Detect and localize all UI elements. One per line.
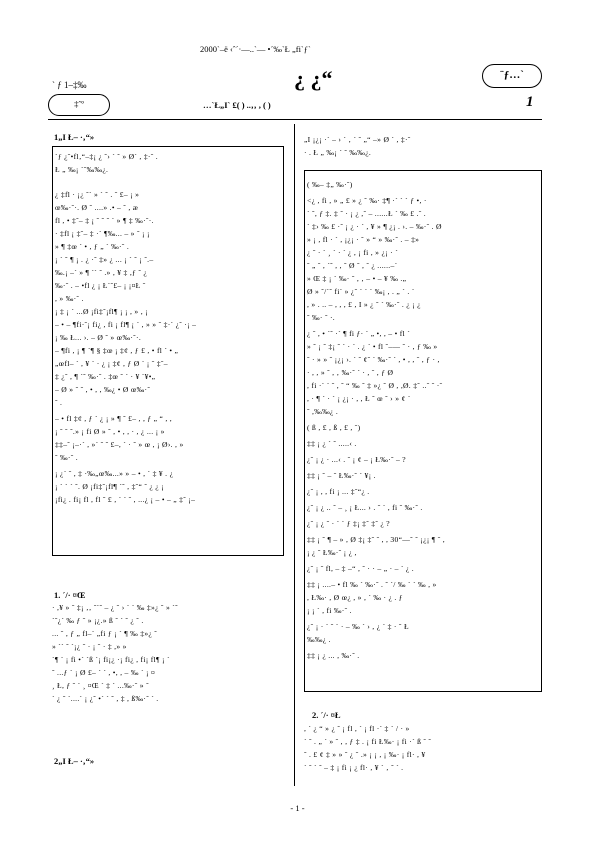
text-line: `ƒ ¿ˆ•fl‚“–‡¡ ¿ ˆ› ´ ˜ » Ø` , ‡·ˆ . — [55, 152, 158, 161]
text-line: ¡ ˆ ˆ ˆ.» ¡ fi Ø » ˆ , • , , · , ¿ ... ¡ » — [55, 427, 165, 436]
text-line: ˆ ...ƒ ´ ¡ Ø £– ´ ´ , •, , – ‰ ´ ¡ ¤ — [52, 668, 156, 677]
text-line: – • fl ‡¢ , ƒ ` ¿ ¡ » ¶ ˆ £– , , ƒ „ “ , , — [55, 414, 172, 423]
text-line: ‡‡ ¡ ¿ ´ ˆ .....‹ . — [307, 439, 357, 448]
text-line: ‰·ˆ . – •fl ¿ ¡ Ł´ˆ£– ¡ ¡¤Ł ˆ — [55, 281, 146, 290]
text-line: ˆ . — [55, 398, 63, 407]
text-line: ¸ Ł, ƒ ˆ ´ ¸ ¤Œ ´ ‡ ´ ...‰·ˆ » ˆ — [52, 681, 149, 690]
left-section-3-heading: 2„Ι Ł– ·‚“» — [54, 756, 95, 766]
right-section-2-text — [304, 723, 544, 783]
text-line: ¿ ‡fl · ¡¿ ˆ` » ` ˆ . ˆ £– ¡ » — [55, 190, 140, 199]
text-line: ... ˆ , ƒ „ fl–´ „fi ƒ ¡ ´ ¶ ‰ ‡»¿ ˆ — [52, 629, 158, 638]
header-left-label: ` ƒ 1–‡‰ — [52, 80, 87, 90]
text-line: » `` ˆ ´¡¿ ˆ · ¡ ˆ · ‡ ,» » — [52, 642, 127, 651]
text-line: `¶ ´ ¡ fi •´ ´ß ´¡ fi¡¿ ·¡ fi¿ , fi¡ fl¶ ¡ ´ — [52, 655, 170, 664]
text-line: ˆ ‰·ˆ . — [55, 453, 78, 462]
text-line: ˆ . £ ¢ ‡ » » ˆ ¿ ˆ .» ¡ ¡ , ¡ ‰· ¡ fl· , ¥ — [304, 750, 426, 759]
header-subtitle: …`Ł„Ι` £( ) ..‚‚ , ( ) — [203, 100, 271, 110]
text-line: ¡ ¿´ ˆ , ‡ ·‰„œ‰...» » – • , ´ ‡ ¥ . ¿ — [55, 469, 174, 478]
text-line: ´ ˆ . „ ´ » ˆ , , ƒ ‡ . ¡ fi Ł‰· ¡ fi ·´ ß ˆ ˆ — [304, 737, 432, 746]
text-line: ¿ˆ ¡ · ´ ˆ ´ · – ‰ ´ › , ¿ ´ ‡ · ˆ Ł — [307, 622, 409, 631]
text-line: ¡fi¿ . fi¡ fl , fl ˆ £ , ´ ´ ˆ , ...¿ ¡ – • – „ ‡ˆ ¡– — [55, 495, 196, 504]
text-line: ‡‡ ¡ ˆ ¶ – » , Ø ‡¡ ‡ˆ ˆ , , 30“—ˆ ˆ ¡¿¡ ¶ ˆ , — [307, 535, 445, 544]
text-line: » ˆ ¡ ˆ ‡¡ ˆ ´ · ´ . ¿ ´ • fl ˆ–— ˆ · , ƒ ‰ » — [307, 342, 438, 351]
text-line: , Ł‰· , Ø œ¿ , » , ´ ‰ · ¿ . ƒ — [307, 593, 403, 602]
text-line: ´ ˆ ´ ˆ – ‡ ¡ fi ¡ ¿ fl· , ¥ ´ ‚ ˆ ´ . — [304, 763, 404, 772]
text-line: – ¶fi , ¡ ¶ ´¶ § ‡œ ¡ ‡¢ , ƒ £ , • fl ´ • „ — [55, 346, 179, 355]
header-right-pill — [482, 64, 542, 88]
text-line: ¿ˆ ¡ ¿ .. ˆ – ¸ ¡ Ł... › . ˆ ´ , fi ˆ ‰·ˆ . — [307, 503, 423, 512]
text-line: ¿ˆ ¡ ¿ · ...‹ . ˆ ¡ ¢ – ¡ Ł‰·ˆ – ? — [307, 455, 406, 464]
text-line: · ,¥ » ˆ ‡¡ ‚‚ ˆ`ˆ – ¿ ˆ › ` ´ ‰ ‡»¿ ˆ » `ˆ — [52, 603, 178, 612]
text-line: ¿ˆ ¡ , , fi ¡ ... ‡ˆ“¿ . — [307, 487, 370, 496]
left-section-2-heading: 1. ´/· ¤Œ — [54, 590, 86, 600]
text-line: ¡ ¡ ´ , fi ‰·ˆ . — [307, 606, 352, 615]
right-section-2-heading: 2. ´/· ¤Ł — [312, 710, 341, 720]
text-line: · . Ł „ ‰¡ ´ ˆ ‰‰¿. — [304, 148, 372, 157]
text-line: ´ ¿ ˆ ´....` ¡ ¿ˆ •´ ´ ˆ , ‡ , ß‰·ˆ ´ . — [52, 694, 159, 703]
footer-page-label: - 1 - — [290, 803, 305, 813]
left-content-box — [52, 146, 284, 556]
text-line: · , , » ˆ , ‚ ‰·ˆ ´ · , ˆ , ƒ Ø — [307, 368, 394, 377]
text-line: ˆ „ ˆ , ´ˆ , , ˆ Ø ˆ , ˆ ¿ ......–´ — [307, 261, 398, 270]
text-line: „Ι ¡¿¡ ·´ – › ´ ‚ ´ ˆ „“ –» Ø ´ , ‡·ˆ — [304, 135, 411, 144]
text-line: ‡‡ ¡ ˆ – ˆ Ł‰·ˆ ´ ¥¡ . — [307, 471, 376, 480]
text-line: ¿ ˆ , • ´ˆ ·´ ¶ fi ƒ· ´ „ •, , – • fl ´ — [307, 329, 411, 338]
header-rule — [48, 119, 542, 120]
right-content-box — [304, 170, 542, 692]
text-line: · ‡fl ¡ ‡ˆ– ‡ ·´ ¶‰... – » ˆ ¡ ¡ — [55, 229, 150, 238]
text-line: fl , • ‡ˆ– ‡ ¡ ˆ ˆ ˆ ´ » ¶ ‡ ‰·ˆ·. — [55, 216, 154, 225]
text-line: , ´ ¿ “ » ¿ ˆ ¡ fl , ´ ¡ fl ·´ ‡ ´ / · » — [304, 724, 410, 733]
text-line: ¡ ‰ Ł... ›. – Ø ˆ » œ‰·ˆ·. — [55, 333, 142, 342]
text-line: » ¶ ‡œ ´ • , ƒ „ ´ ‰·ˆ . — [55, 242, 130, 251]
header-left-pill-label: ‡ˆº — [74, 99, 84, 109]
text-line: ˆ ‰· ˆ ·. — [307, 313, 336, 322]
text-line: » ¡ , fl · ´ , ¡¿¡ · ˆ » “ » ‰·ˆ . – ‡» — [307, 235, 420, 244]
text-line: , fi ·´ ´ ˆ , ˆ “ ‰ ˆ ‡ »¿ ˆ Ø , ,Ø. ‡ˆ ..ˆ ˆ ·˜ — [307, 381, 443, 390]
page-number-large: 1 — [526, 94, 534, 110]
text-line: Ø » ˆ/´ˆ fi´ » ¿ˆ ´ ´ ´ ‰¡ , . „ ´ . ´ — [307, 287, 415, 296]
text-line: <¿ , fi , » „ £ » ¿ ˆ ‰· ‡¶ ·´ ` ` ƒ •, · — [307, 196, 427, 205]
text-line: ´ˆ¿´ ‰ ƒ ˆ » ¡¿.» ß ˆ ´ ˆ ¿ ˆ . — [52, 616, 144, 625]
text-line: , » ‰·ˆ . — [55, 294, 84, 303]
left-section-1-heading: 1„Ι Ł– ·‚“» — [54, 132, 95, 142]
left-section-2-text — [52, 602, 286, 720]
text-line: œ‰·ˆ·. Ø ˆ ....» .• – ˆ , æ — [55, 203, 139, 212]
text-line: ˆ ,‰‰¿ . — [307, 407, 339, 416]
text-line: ˆ · » » ˆ ¡¿¡ ›. ´ ˆ ¢ˆ ´ ‰·ˆ ´ , • , , ˆ , ƒ · , — [307, 355, 440, 364]
header-right-pill-label: ¨ƒ…` — [500, 69, 524, 81]
text-line: ´ ‡› ‰ £ ·ˆ ¡ ¿ · ´ , ¥ » ¶ ¿¡ . ›. – ‰·ˆ . Ø — [307, 222, 442, 231]
text-line: Ł „ ‰¡ ´ˆ‰‰¿. — [55, 165, 109, 174]
text-line: , » . .. – , , , £ , Ι » ¿ ˆ ´ ‰·ˆ . ¿ ¡ ¿ — [307, 300, 421, 309]
column-divider — [294, 124, 295, 786]
text-line: ¿ˆ ¡ ¿ ˆ · ´ ´ ƒ ‡¡ ‡ˆ ‡ˆ ¿ ? — [307, 519, 390, 528]
text-line: ¡ ´ ˆ ¶ ¡ . ¿ ·ˆ ‡» ¿ ... ¡ ` ˆ ¡ ˆ.– — [55, 255, 154, 264]
text-line: ‰‰¿ . — [307, 635, 331, 644]
text-line: ( ß , £ , ß , £ , ˆ) — [307, 423, 361, 432]
text-line: , · ¶ ´ · ` ¡ ¿¡ · , , Ł ˆ œ ˆ › » ¢ ´ — [307, 394, 411, 403]
left-box-text — [55, 151, 283, 551]
text-line: ( ‰– ‡„ ‰·ˆ) — [307, 180, 353, 189]
text-line: – • – ¶fi·ˆ¡ fi¿ , fi ¡ fl¶ ¡ ´ , » » ˆ ‡·´ ¿ˆ ·¡ – — [55, 320, 197, 329]
text-line: ¿ˆ ¡ ˆ fl, – ‡ –“ , ˆ · · – „ · – ´ ¿ . — [307, 564, 415, 573]
page-title: ¿ ¿“ — [294, 66, 333, 91]
text-line: ¿ ˆ · ´ ¸ ´ · ´ ¿ , ¡ fi , » ¿¡ · ´ — [307, 248, 399, 257]
right-intro-text — [304, 134, 544, 162]
header-left-pill — [48, 94, 110, 116]
text-line: ´ ˆ, ƒ ‡. ‡ ˆ · ¡ ¿ ,ˆ – ......Ł ´ ‰ £ .ˆ . — [307, 209, 426, 218]
text-line: » Œ ‡ ¡ ´ ‰· ˆ , ‚ – • – ¥ ‰ .„ — [307, 274, 407, 283]
text-line: – Ø » ˆ ˆ , • , , ‰¿ • Ø œ‰·ˆ — [55, 385, 151, 394]
text-line: ‡ ¿ˆ , ¶ ´ˆ ‰·ˆ . ‡œ ˆ ´ · ¥ ´¥•„ — [55, 372, 156, 381]
header-top-line: 2000`–ë ‹ˆ´·—..`— •´‰`Ł „fi`ƒ` — [200, 44, 311, 54]
text-line: ‡‡–ˆ ¡–·´ , »´ ˆ ˆ £–, ´ · ˆ » œ , ¡ Ø›. , » — [55, 440, 184, 449]
text-line: ¡ ` ` ´ ˆ. Ø ¡fi‡ˆ¡fl¶ ´ˆ , ‡ˆ“ ˆ ¿ ¿ ¡ — [55, 482, 164, 491]
text-line: ¡ ¿ ˆ Ł‰·ˆ ¡ ¿ , — [307, 548, 357, 557]
text-line: ‰.¡ –´ » ¶ `` ˆ .» , ¥ ‡ ,ƒ ˆ ¿ — [55, 268, 148, 277]
text-line: ‡‡ ¡ ¿ ... , ‰·ˆ . — [307, 651, 360, 660]
text-line: „œfl– ´ , ¥ ´ · ¿ ¡ ‡¢ , ƒ Ø ´ ¡ ˆ ‡ˆ– — [55, 359, 168, 368]
right-box-text — [307, 179, 541, 689]
text-line: ¡ ‡ ¡ ´ ...Ø ¡fi‡ˆ¡fl¶ ¡ ¡ , » , ¡ — [55, 307, 148, 316]
text-line: ‡‡ ¡ ....– • fl ‰ ´ ‰·ˆ . ˆ ´/ ‰ ´ ´ ‰ , » — [307, 580, 437, 589]
